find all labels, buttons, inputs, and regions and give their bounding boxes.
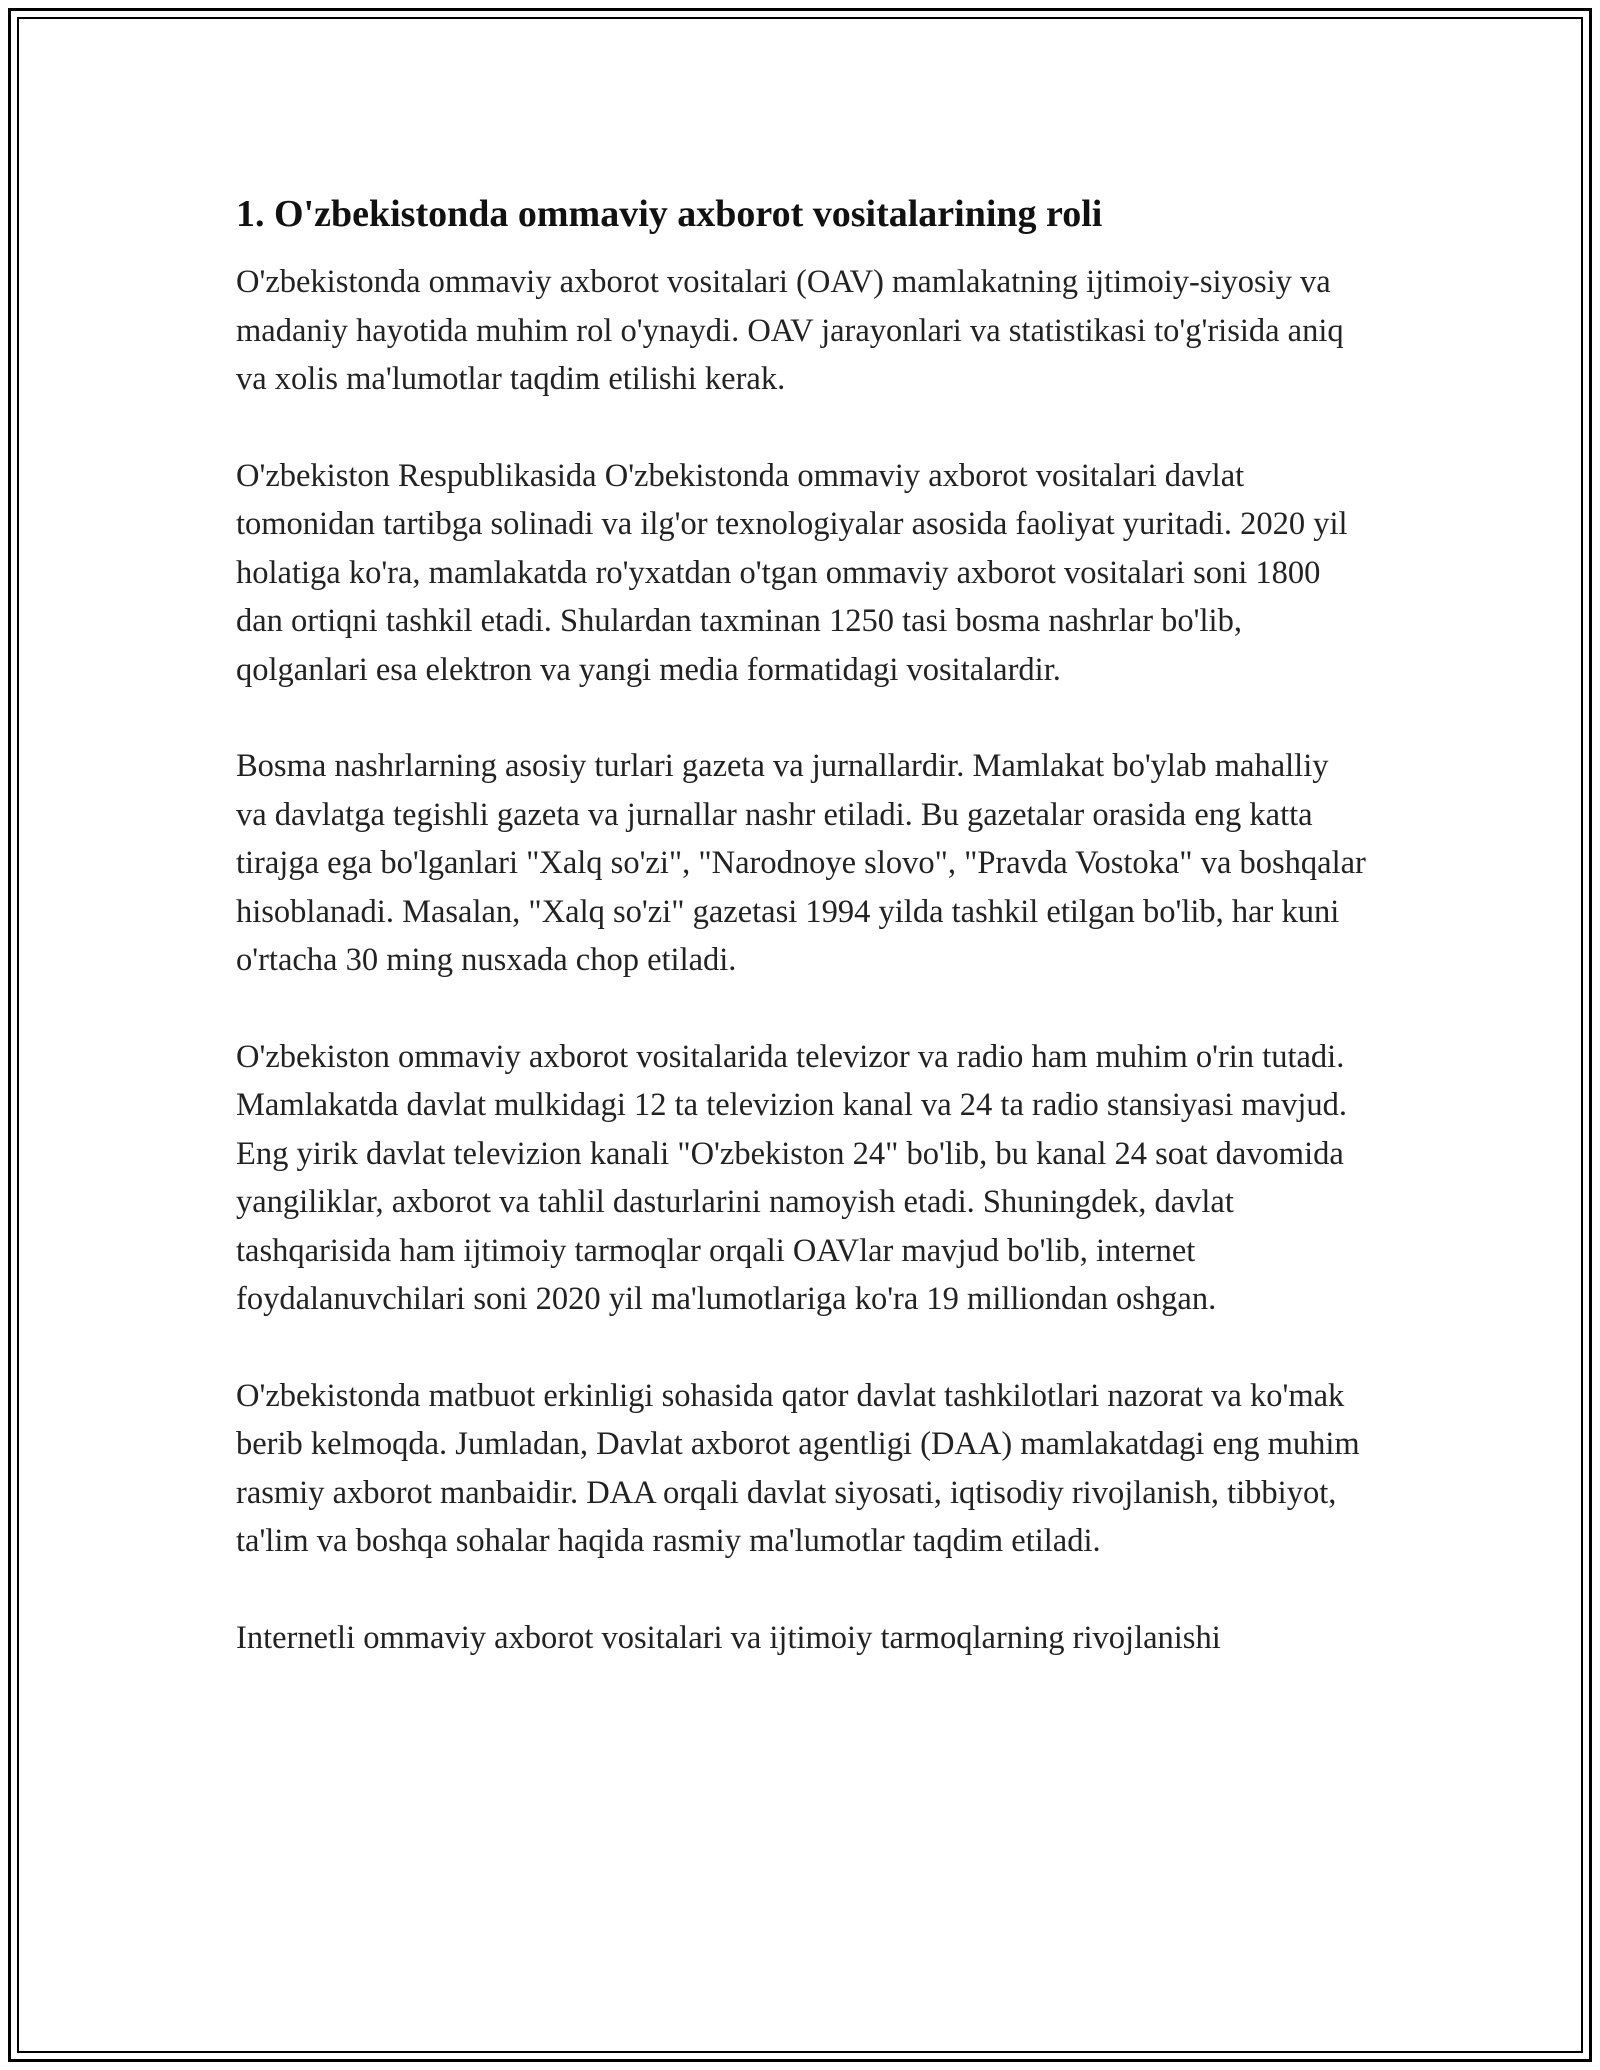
paragraph-press-freedom: O'zbekistonda matbuot erkinligi sohasida qator davlat tashkilotlari nazorat va ko'mak berib kelmoqda. Jumladan, Davlat axborot agentligi (DAA) mamlakatdagi eng muhim rasmiy axborot manbaidir. DAA orqali davlat siyosati, iqtisodiy rivojlanish, tibbiyot, ta'lim va boshqa sohalar haqida rasmiy ma'lumotlar taqdim etiladi. — [236, 1377, 1360, 1559]
paragraph-intro: O'zbekistonda ommaviy axborot vositalari (OAV) mamlakatning ijtimoiy-siyosiy va madaniy hayotida muhim rol o'ynaydi. OAV jarayonlari va statistikasi to'g'risida aniq va xolis ma'lumotlar taqdim etilishi kerak. — [236, 264, 1344, 397]
document-body — [236, 186, 1366, 1662]
paragraph-internet-media: Internetli ommaviy axborot vositalari va ijtimoiy tarmoqlarning rivojlanishi — [236, 1619, 1221, 1656]
section-heading: 1. O'zbekistonda ommaviy axborot vositalarining roli — [236, 193, 1103, 235]
paragraph-regulation: O'zbekiston Respublikasida O'zbekistonda ommaviy axborot vositalari davlat tomonidan tartibga solinadi va ilg'or texnologiyalar asosida faoliyat yuritadi. 2020 yil holatiga ko'ra, mamlakatda ro'yxatdan o'tgan ommaviy axborot vositalari soni 1800 dan ortiqni tashkil etadi. Shulardan taxminan 1250 tasi bosma nashrlar bo'lib, qolganlari esa elektron va yangi media formatidagi vositalardir. — [236, 457, 1348, 688]
paragraph-print-media: Bosma nashrlarning asosiy turlari gazeta va jurnallardir. Mamlakat bo'ylab mahalliy va davlatga tegishli gazeta va jurnallar nashr etiladi. Bu gazetalar orasida eng katta tirajga ega bo'lganlari "Xalq so'zi", "Narodnoye slovo", "Pravda Vostoka" va boshqalar hisoblanadi. Masalan, "Xalq so'zi" gazetasi 1994 yilda tashkil etilgan bo'lib, har kuni o'rtacha 30 ming nusxada chop etiladi. — [236, 748, 1366, 978]
paragraph-tv-radio: O'zbekiston ommaviy axborot vositalarida televizor va radio ham muhim o'rin tutadi. Mamlakatda davlat mulkidagi 12 ta televizion kanal va 24 ta radio stansiyasi mavjud. Eng yirik davlat televizion kanali "O'zbekiston 24" bo'lib, bu kanal 24 soat davomida yangiliklar, axborot va tahlil dasturlarini namoyish etadi. Shuningdek, davlat tashqarisida ham ijtimoiy tarmoqlar orqali OAVlar mavjud bo'lib, internet foydalanuvchilari soni 2020 yil ma'lumotlariga ko'ra 19 milliondan oshgan. — [236, 1038, 1348, 1317]
